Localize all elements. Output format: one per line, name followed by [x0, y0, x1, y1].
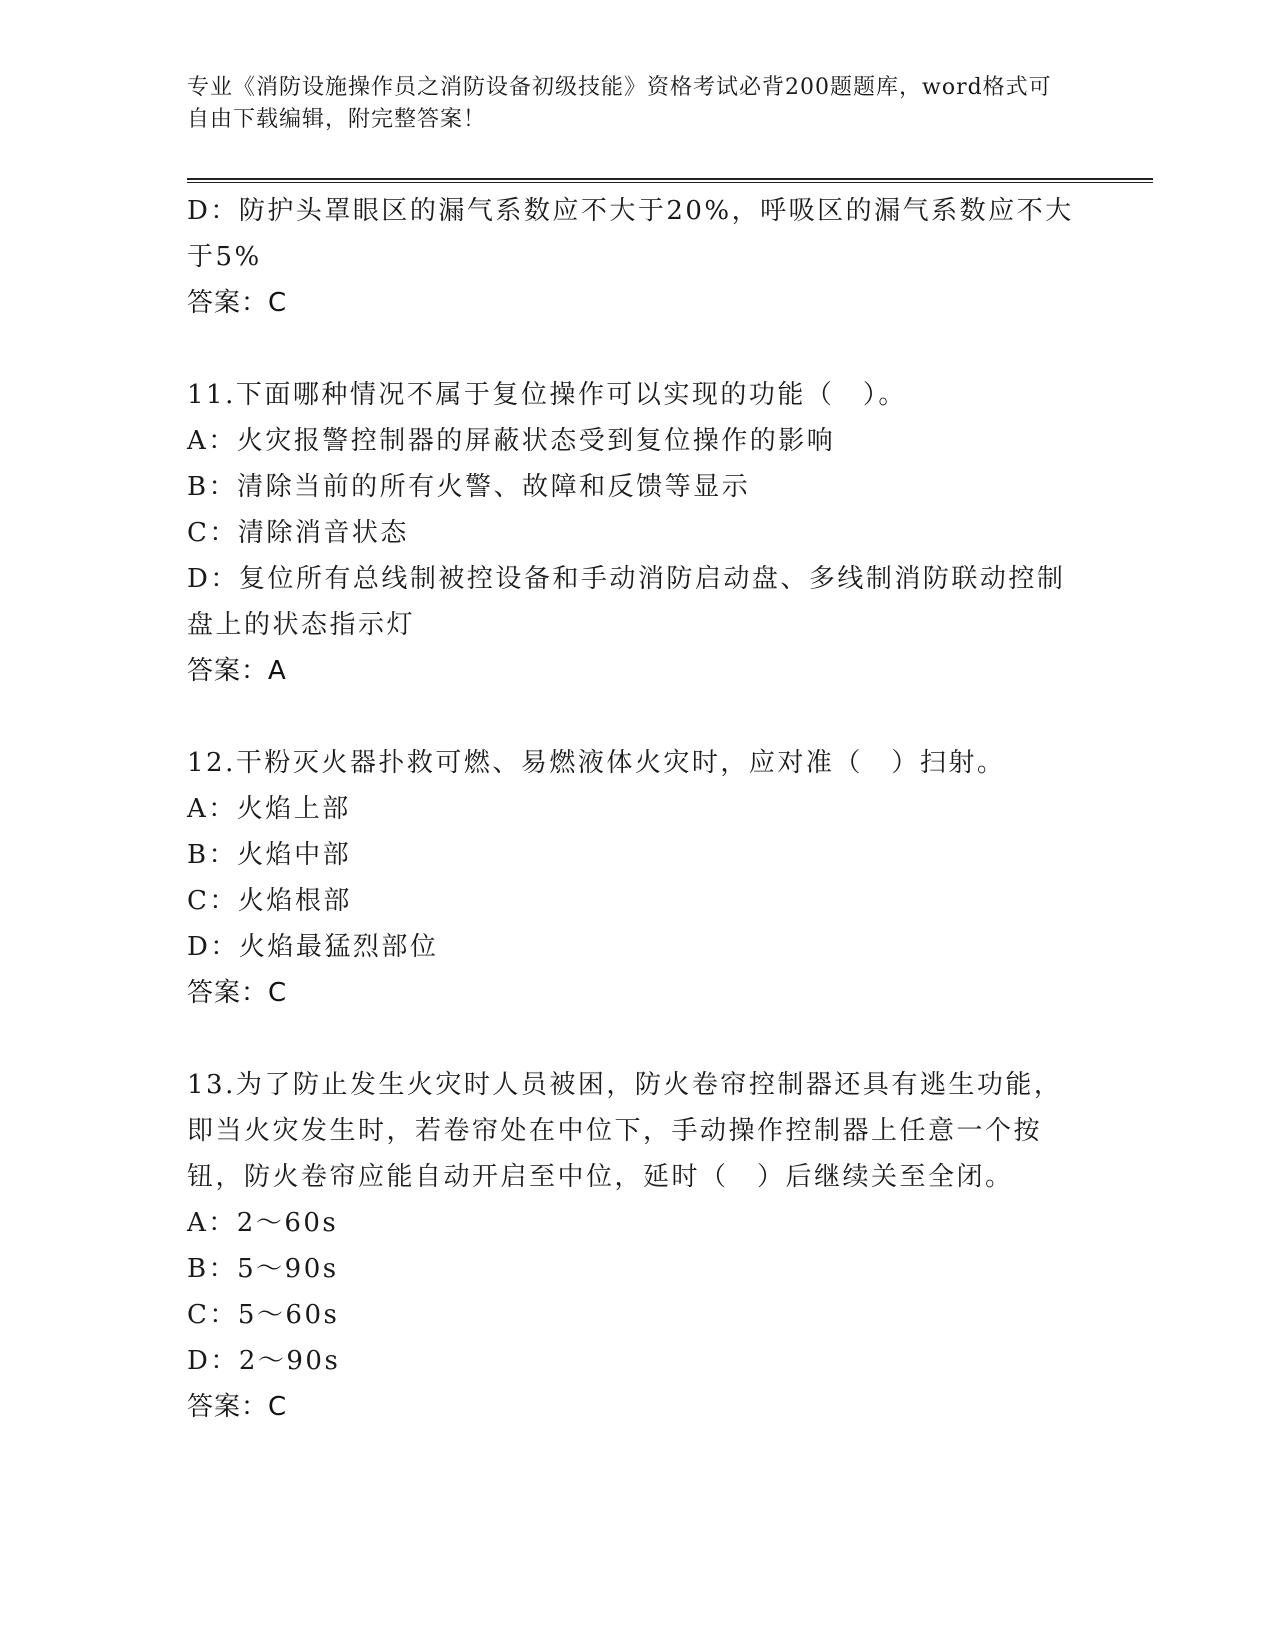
spacer	[187, 1016, 1087, 1062]
option-a: A：火灾报警控制器的屏蔽状态受到复位操作的影响	[187, 426, 836, 456]
answer: 答案：A	[187, 656, 287, 686]
question-13	[187, 1062, 1087, 1430]
question-11	[187, 372, 1087, 694]
option-a: A：2～60s	[187, 1208, 339, 1238]
answer: 答案：C	[187, 978, 288, 1008]
header-divider	[187, 178, 1153, 183]
option-c: C：火焰根部	[187, 886, 352, 916]
question-stem: 12.干粉灭火器扑救可燃、易燃液体火灾时，应对准（ ）扫射。	[187, 748, 1006, 778]
option-c: C：5～60s	[187, 1300, 340, 1330]
question-12	[187, 740, 1087, 1016]
option-b: B：火焰中部	[187, 840, 352, 870]
option-d: D：火焰最猛烈部位	[187, 932, 439, 962]
answer: 答案：C	[187, 288, 288, 318]
option-d: D：复位所有总线制被控设备和手动消防启动盘、多线制消防联动控制盘上的状态指示灯	[187, 564, 1066, 640]
option-a: A：火焰上部	[187, 794, 351, 824]
option-c: C：清除消音状态	[187, 518, 409, 548]
document-body	[187, 188, 1087, 1430]
spacer	[187, 694, 1087, 740]
question-10-continuation	[187, 188, 1087, 326]
option-b: B：清除当前的所有火警、故障和反馈等显示	[187, 472, 751, 502]
answer: 答案：C	[187, 1392, 288, 1422]
question-stem: 13.为了防止发生火灾时人员被困，防火卷帘控制器还具有逃生功能，即当火灾发生时，若卷帘处在中位下，手动操作控制器上任意一个按钮，防火卷帘应能自动开启至中位，延时（ ）后继续关至全闭。	[187, 1070, 1063, 1192]
option-b: B：5～90s	[187, 1254, 339, 1284]
page-header: 专业《消防设施操作员之消防设备初级技能》资格考试必背200题题库，word格式可自由下载编辑，附完整答案！	[187, 75, 1052, 132]
question-stem: 11.下面哪种情况不属于复位操作可以实现的功能（ ）。	[187, 380, 907, 410]
spacer	[187, 326, 1087, 372]
option-d: D：2～90s	[187, 1346, 341, 1376]
option-d: D：防护头罩眼区的漏气系数应不大于20%，呼吸区的漏气系数应不大于5%	[187, 196, 1074, 272]
